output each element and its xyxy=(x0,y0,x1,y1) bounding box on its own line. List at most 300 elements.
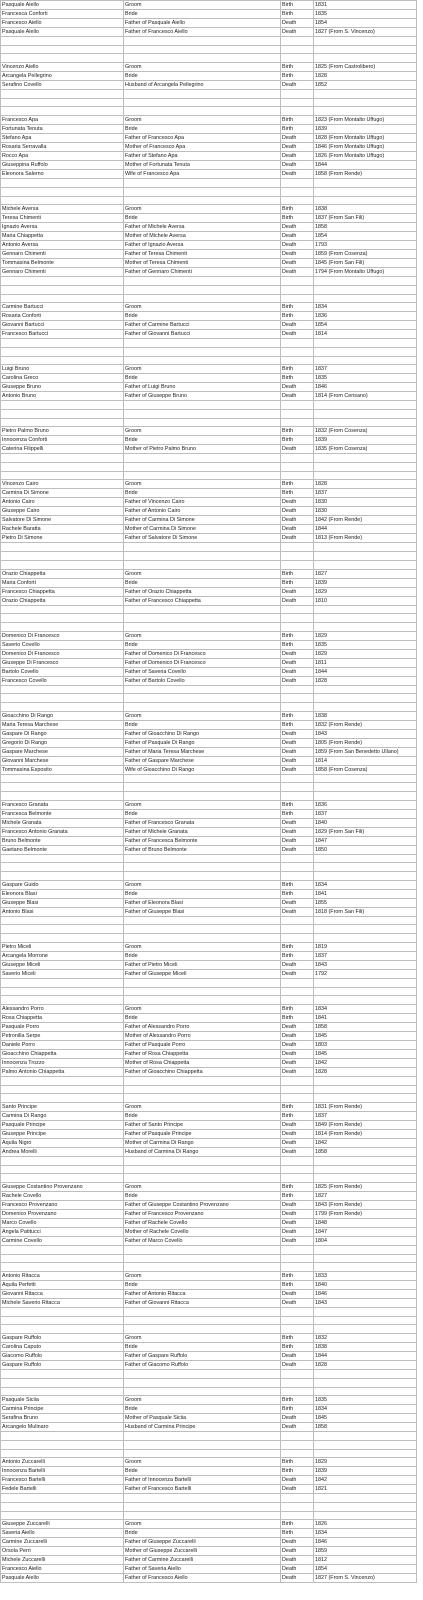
event-cell[interactable] xyxy=(281,1085,314,1094)
name-cell[interactable]: Giovanni Bartucci xyxy=(1,321,124,330)
relation-cell[interactable]: Bride xyxy=(124,1111,281,1120)
date-cell[interactable]: 1804 xyxy=(314,1237,417,1246)
event-cell[interactable] xyxy=(281,196,314,205)
date-cell[interactable]: 1838 xyxy=(314,205,417,214)
date-cell[interactable]: 1810 xyxy=(314,596,417,605)
relation-cell[interactable] xyxy=(124,37,281,46)
relation-cell[interactable]: Groom xyxy=(124,631,281,640)
event-cell[interactable] xyxy=(281,925,314,934)
event-cell[interactable]: Death xyxy=(281,827,314,836)
event-cell[interactable]: Birth xyxy=(281,720,314,729)
relation-cell[interactable]: Father of Carmina Di Simone xyxy=(124,516,281,525)
date-cell[interactable]: 1828 xyxy=(314,1067,417,1076)
name-cell[interactable] xyxy=(1,1449,124,1458)
event-cell[interactable]: Birth xyxy=(281,1004,314,1013)
relation-cell[interactable]: Father of Francesco Bartelli xyxy=(124,1485,281,1494)
name-cell[interactable]: Domenico Di Francesco xyxy=(1,631,124,640)
date-cell[interactable]: 1844 xyxy=(314,161,417,170)
name-cell[interactable] xyxy=(1,1308,124,1317)
name-cell[interactable]: Antonio Blasi xyxy=(1,907,124,916)
name-cell[interactable]: Rachele Covello xyxy=(1,1192,124,1201)
event-cell[interactable]: Death xyxy=(281,525,314,534)
date-cell[interactable]: 1835 xyxy=(314,374,417,383)
name-cell[interactable]: Arcangela Morrone xyxy=(1,951,124,960)
date-cell[interactable] xyxy=(314,1085,417,1094)
date-cell[interactable]: 1814 (From Rende) xyxy=(314,1129,417,1138)
event-cell[interactable]: Birth xyxy=(281,116,314,125)
name-cell[interactable]: Andrea Morelli xyxy=(1,1147,124,1156)
date-cell[interactable]: 1859 (From Cosenza) xyxy=(314,250,417,259)
date-cell[interactable]: 1834 xyxy=(314,1004,417,1013)
date-cell[interactable]: 1828 xyxy=(314,480,417,489)
event-cell[interactable]: Death xyxy=(281,1565,314,1574)
date-cell[interactable] xyxy=(314,471,417,480)
relation-cell[interactable] xyxy=(124,347,281,356)
name-cell[interactable] xyxy=(1,685,124,694)
name-cell[interactable]: Gaspare Guido xyxy=(1,880,124,889)
date-cell[interactable] xyxy=(314,694,417,703)
relation-cell[interactable]: Bride xyxy=(124,578,281,587)
event-cell[interactable] xyxy=(281,996,314,1005)
name-cell[interactable]: Innocenza Trozzo xyxy=(1,1058,124,1067)
name-cell[interactable]: Michele Aversa xyxy=(1,205,124,214)
name-cell[interactable]: Rosaria Conforti xyxy=(1,312,124,321)
name-cell[interactable]: Orazio Chiappetta xyxy=(1,569,124,578)
event-cell[interactable] xyxy=(281,622,314,631)
relation-cell[interactable] xyxy=(124,916,281,925)
name-cell[interactable]: Domenico Di Francesco xyxy=(1,649,124,658)
relation-cell[interactable]: Bride xyxy=(124,1529,281,1538)
date-cell[interactable]: 1833 xyxy=(314,1272,417,1281)
relation-cell[interactable] xyxy=(124,179,281,188)
event-cell[interactable]: Death xyxy=(281,143,314,152)
name-cell[interactable] xyxy=(1,1165,124,1174)
event-cell[interactable] xyxy=(281,987,314,996)
name-cell[interactable] xyxy=(1,1325,124,1334)
name-cell[interactable]: Saverio Covello xyxy=(1,640,124,649)
date-cell[interactable] xyxy=(314,179,417,188)
name-cell[interactable]: Pasquale Aiello xyxy=(1,1,124,10)
event-cell[interactable] xyxy=(281,552,314,561)
name-cell[interactable]: Pietro Di Simone xyxy=(1,534,124,543)
relation-cell[interactable]: Father of Michele Aversa xyxy=(124,223,281,232)
name-cell[interactable]: Giuseppe Miceli xyxy=(1,960,124,969)
name-cell[interactable] xyxy=(1,107,124,116)
relation-cell[interactable]: Father of Pasquale Porro xyxy=(124,1040,281,1049)
name-cell[interactable] xyxy=(1,783,124,792)
relation-cell[interactable] xyxy=(124,1432,281,1441)
date-cell[interactable] xyxy=(314,1076,417,1085)
date-cell[interactable]: 1829 xyxy=(314,1458,417,1467)
event-cell[interactable] xyxy=(281,1076,314,1085)
relation-cell[interactable]: Father of Francesca Belmonte xyxy=(124,836,281,845)
name-cell[interactable]: Francesco Bartelli xyxy=(1,1476,124,1485)
event-cell[interactable] xyxy=(281,1370,314,1379)
date-cell[interactable]: 1829 xyxy=(314,631,417,640)
name-cell[interactable]: Francesco Chiappetta xyxy=(1,587,124,596)
date-cell[interactable]: 1852 xyxy=(314,81,417,90)
name-cell[interactable]: Antonio Ritacca xyxy=(1,1272,124,1281)
event-cell[interactable] xyxy=(281,294,314,303)
name-cell[interactable] xyxy=(1,196,124,205)
name-cell[interactable]: Gaspare Di Rango xyxy=(1,729,124,738)
event-cell[interactable]: Death xyxy=(281,1556,314,1565)
name-cell[interactable] xyxy=(1,410,124,419)
name-cell[interactable]: Francesco Granata xyxy=(1,800,124,809)
date-cell[interactable]: 1847 xyxy=(314,1228,417,1237)
event-cell[interactable]: Death xyxy=(281,1547,314,1556)
relation-cell[interactable]: Father of Luigi Bruno xyxy=(124,383,281,392)
date-cell[interactable]: 1841 xyxy=(314,1013,417,1022)
date-cell[interactable] xyxy=(314,410,417,419)
date-cell[interactable] xyxy=(314,996,417,1005)
name-cell[interactable]: Carmine Covello xyxy=(1,1237,124,1246)
event-cell[interactable]: Death xyxy=(281,1423,314,1432)
event-cell[interactable]: Birth xyxy=(281,631,314,640)
relation-cell[interactable]: Father of Gaspare Ruffolo xyxy=(124,1352,281,1361)
relation-cell[interactable] xyxy=(124,1308,281,1317)
name-cell[interactable] xyxy=(1,1316,124,1325)
event-cell[interactable]: Death xyxy=(281,1538,314,1547)
date-cell[interactable]: 1803 xyxy=(314,1040,417,1049)
event-cell[interactable]: Birth xyxy=(281,889,314,898)
date-cell[interactable] xyxy=(314,1378,417,1387)
date-cell[interactable] xyxy=(314,702,417,711)
relation-cell[interactable]: Mother of Rosa Chiappetta xyxy=(124,1058,281,1067)
event-cell[interactable]: Birth xyxy=(281,427,314,436)
relation-cell[interactable] xyxy=(124,196,281,205)
name-cell[interactable] xyxy=(1,347,124,356)
event-cell[interactable]: Death xyxy=(281,836,314,845)
name-cell[interactable] xyxy=(1,1263,124,1272)
relation-cell[interactable]: Father of Saveria Aiello xyxy=(124,1565,281,1574)
event-cell[interactable]: Birth xyxy=(281,569,314,578)
event-cell[interactable]: Death xyxy=(281,1361,314,1370)
name-cell[interactable] xyxy=(1,978,124,987)
relation-cell[interactable]: Bride xyxy=(124,1281,281,1290)
relation-cell[interactable]: Groom xyxy=(124,1004,281,1013)
event-cell[interactable] xyxy=(281,1325,314,1334)
event-cell[interactable] xyxy=(281,401,314,410)
relation-cell[interactable]: Father of Giuseppe Blasi xyxy=(124,907,281,916)
date-cell[interactable]: 1854 xyxy=(314,232,417,241)
event-cell[interactable] xyxy=(281,543,314,552)
date-cell[interactable]: 1827 xyxy=(314,1192,417,1201)
name-cell[interactable] xyxy=(1,872,124,881)
relation-cell[interactable]: Bride xyxy=(124,72,281,81)
name-cell[interactable]: Francesca Belmonte xyxy=(1,809,124,818)
name-cell[interactable]: Ignazio Aversa xyxy=(1,223,124,232)
relation-cell[interactable] xyxy=(124,978,281,987)
name-cell[interactable]: Rocco Apa xyxy=(1,152,124,161)
name-cell[interactable]: Domenico Provenzano xyxy=(1,1210,124,1219)
name-cell[interactable]: Eleonora Salerno xyxy=(1,170,124,179)
relation-cell[interactable] xyxy=(124,1085,281,1094)
date-cell[interactable] xyxy=(314,614,417,623)
relation-cell[interactable] xyxy=(124,622,281,631)
name-cell[interactable] xyxy=(1,1370,124,1379)
event-cell[interactable] xyxy=(281,418,314,427)
name-cell[interactable]: Michele Granata xyxy=(1,818,124,827)
date-cell[interactable]: 1811 xyxy=(314,658,417,667)
relation-cell[interactable]: Bride xyxy=(124,889,281,898)
date-cell[interactable] xyxy=(314,543,417,552)
name-cell[interactable]: Bartolo Covello xyxy=(1,667,124,676)
event-cell[interactable]: Death xyxy=(281,81,314,90)
relation-cell[interactable]: Groom xyxy=(124,116,281,125)
relation-cell[interactable]: Father of Giuseppe Zuccarelli xyxy=(124,1538,281,1547)
event-cell[interactable]: Death xyxy=(281,1299,314,1308)
date-cell[interactable] xyxy=(314,54,417,63)
date-cell[interactable]: 1837 xyxy=(314,809,417,818)
relation-cell[interactable] xyxy=(124,783,281,792)
name-cell[interactable]: Vincenzo Cairo xyxy=(1,480,124,489)
date-cell[interactable]: 1834 xyxy=(314,880,417,889)
relation-cell[interactable]: Bride xyxy=(124,489,281,498)
relation-cell[interactable] xyxy=(124,1094,281,1103)
relation-cell[interactable] xyxy=(124,418,281,427)
relation-cell[interactable] xyxy=(124,854,281,863)
name-cell[interactable]: Pietro Miceli xyxy=(1,942,124,951)
name-cell[interactable]: Francesca Conforti xyxy=(1,10,124,19)
relation-cell[interactable]: Groom xyxy=(124,800,281,809)
name-cell[interactable]: Alessandro Porro xyxy=(1,1004,124,1013)
date-cell[interactable]: 1842 xyxy=(314,1058,417,1067)
date-cell[interactable] xyxy=(314,37,417,46)
event-cell[interactable]: Death xyxy=(281,1058,314,1067)
event-cell[interactable]: Death xyxy=(281,1049,314,1058)
name-cell[interactable]: Fedele Bartelli xyxy=(1,1485,124,1494)
date-cell[interactable] xyxy=(314,622,417,631)
event-cell[interactable]: Birth xyxy=(281,63,314,72)
event-cell[interactable]: Birth xyxy=(281,72,314,81)
event-cell[interactable]: Death xyxy=(281,1414,314,1423)
relation-cell[interactable]: Mother of Michele Aversa xyxy=(124,232,281,241)
date-cell[interactable] xyxy=(314,978,417,987)
event-cell[interactable]: Death xyxy=(281,1129,314,1138)
relation-cell[interactable]: Mother of Francesco Apa xyxy=(124,143,281,152)
date-cell[interactable]: 1838 xyxy=(314,1343,417,1352)
event-cell[interactable]: Death xyxy=(281,907,314,916)
relation-cell[interactable] xyxy=(124,90,281,99)
relation-cell[interactable] xyxy=(124,1076,281,1085)
relation-cell[interactable] xyxy=(124,107,281,116)
relation-cell[interactable] xyxy=(124,1511,281,1520)
name-cell[interactable]: Santo Principe xyxy=(1,1102,124,1111)
name-cell[interactable]: Eleonora Blasi xyxy=(1,889,124,898)
date-cell[interactable] xyxy=(314,107,417,116)
relation-cell[interactable] xyxy=(124,1246,281,1255)
event-cell[interactable]: Birth xyxy=(281,1458,314,1467)
date-cell[interactable]: 1858 xyxy=(314,1423,417,1432)
date-cell[interactable] xyxy=(314,1494,417,1503)
name-cell[interactable]: Michele Zuccarelli xyxy=(1,1556,124,1565)
date-cell[interactable]: 1839 xyxy=(314,578,417,587)
date-cell[interactable] xyxy=(314,1156,417,1165)
name-cell[interactable]: Giuseppe Blasi xyxy=(1,898,124,907)
event-cell[interactable]: Death xyxy=(281,28,314,37)
date-cell[interactable] xyxy=(314,560,417,569)
date-cell[interactable]: 1825 (From Rende) xyxy=(314,1183,417,1192)
name-cell[interactable]: Maria Conforti xyxy=(1,578,124,587)
event-cell[interactable]: Birth xyxy=(281,436,314,445)
event-cell[interactable] xyxy=(281,1094,314,1103)
relation-cell[interactable]: Groom xyxy=(124,942,281,951)
date-cell[interactable] xyxy=(314,1246,417,1255)
name-cell[interactable]: Pasquale Siciia xyxy=(1,1396,124,1405)
event-cell[interactable] xyxy=(281,863,314,872)
name-cell[interactable]: Pasquale Principe xyxy=(1,1120,124,1129)
date-cell[interactable]: 1858 xyxy=(314,223,417,232)
name-cell[interactable] xyxy=(1,98,124,107)
event-cell[interactable]: Death xyxy=(281,596,314,605)
event-cell[interactable] xyxy=(281,1432,314,1441)
date-cell[interactable] xyxy=(314,1370,417,1379)
date-cell[interactable]: 1828 xyxy=(314,72,417,81)
event-cell[interactable] xyxy=(281,54,314,63)
name-cell[interactable] xyxy=(1,792,124,801)
event-cell[interactable]: Death xyxy=(281,223,314,232)
event-cell[interactable]: Death xyxy=(281,134,314,143)
relation-cell[interactable]: Bride xyxy=(124,640,281,649)
relation-cell[interactable]: Groom xyxy=(124,1,281,10)
name-cell[interactable]: Carmine Bartucci xyxy=(1,303,124,312)
event-cell[interactable]: Birth xyxy=(281,951,314,960)
name-cell[interactable]: Rosa Chiappetta xyxy=(1,1013,124,1022)
relation-cell[interactable]: Father of Stefano Apa xyxy=(124,152,281,161)
date-cell[interactable]: 1832 (From Rende) xyxy=(314,720,417,729)
date-cell[interactable] xyxy=(314,552,417,561)
relation-cell[interactable]: Father of Maria Teresa Marchese xyxy=(124,747,281,756)
date-cell[interactable] xyxy=(314,98,417,107)
event-cell[interactable] xyxy=(281,98,314,107)
date-cell[interactable]: 1828 xyxy=(314,676,417,685)
relation-cell[interactable]: Mother of Teresa Chimenti xyxy=(124,259,281,268)
relation-cell[interactable]: Father of Giovanni Ritacca xyxy=(124,1299,281,1308)
event-cell[interactable] xyxy=(281,90,314,99)
relation-cell[interactable] xyxy=(124,614,281,623)
date-cell[interactable]: 1829 xyxy=(314,649,417,658)
date-cell[interactable]: 1850 xyxy=(314,845,417,854)
date-cell[interactable]: 1814 xyxy=(314,756,417,765)
relation-cell[interactable]: Groom xyxy=(124,1396,281,1405)
date-cell[interactable] xyxy=(314,196,417,205)
relation-cell[interactable]: Father of Giuseppe Miceli xyxy=(124,969,281,978)
date-cell[interactable]: 1845 (From San Fili) xyxy=(314,259,417,268)
relation-cell[interactable]: Bride xyxy=(124,1192,281,1201)
name-cell[interactable]: Giovanni Marchese xyxy=(1,756,124,765)
relation-cell[interactable] xyxy=(124,1254,281,1263)
event-cell[interactable]: Birth xyxy=(281,800,314,809)
name-cell[interactable]: Marco Covello xyxy=(1,1219,124,1228)
date-cell[interactable]: 1835 (From Cosenza) xyxy=(314,445,417,454)
date-cell[interactable] xyxy=(314,90,417,99)
name-cell[interactable] xyxy=(1,294,124,303)
event-cell[interactable]: Death xyxy=(281,845,314,854)
event-cell[interactable] xyxy=(281,1494,314,1503)
event-cell[interactable] xyxy=(281,179,314,188)
event-cell[interactable]: Birth xyxy=(281,480,314,489)
event-cell[interactable]: Birth xyxy=(281,1102,314,1111)
relation-cell[interactable] xyxy=(124,560,281,569)
relation-cell[interactable]: Mother of Alessandro Porro xyxy=(124,1031,281,1040)
date-cell[interactable]: 1837 xyxy=(314,489,417,498)
name-cell[interactable]: Francesco Covello xyxy=(1,676,124,685)
name-cell[interactable]: Giuseppe Bruno xyxy=(1,383,124,392)
name-cell[interactable]: Carmine Zuccarelli xyxy=(1,1538,124,1547)
relation-cell[interactable] xyxy=(124,863,281,872)
date-cell[interactable]: 1832 (From Cosenza) xyxy=(314,427,417,436)
relation-cell[interactable] xyxy=(124,987,281,996)
relation-cell[interactable]: Father of Gioacchino Di Rango xyxy=(124,729,281,738)
date-cell[interactable]: 1845 xyxy=(314,1414,417,1423)
name-cell[interactable]: Tommasina Esposito xyxy=(1,765,124,774)
name-cell[interactable] xyxy=(1,1502,124,1511)
date-cell[interactable]: 1848 xyxy=(314,1219,417,1228)
date-cell[interactable]: 1835 xyxy=(314,640,417,649)
event-cell[interactable]: Death xyxy=(281,1031,314,1040)
date-cell[interactable]: 1821 xyxy=(314,1485,417,1494)
event-cell[interactable]: Death xyxy=(281,170,314,179)
name-cell[interactable]: Carmina Di Simone xyxy=(1,489,124,498)
date-cell[interactable]: 1827 xyxy=(314,569,417,578)
event-cell[interactable] xyxy=(281,1502,314,1511)
date-cell[interactable]: 1844 xyxy=(314,525,417,534)
date-cell[interactable]: 1794 (From Montalto Uffugo) xyxy=(314,268,417,277)
date-cell[interactable] xyxy=(314,1174,417,1183)
name-cell[interactable]: Salvatore Di Simone xyxy=(1,516,124,525)
relation-cell[interactable]: Mother of Rachele Covello xyxy=(124,1228,281,1237)
date-cell[interactable]: 1844 xyxy=(314,667,417,676)
event-cell[interactable]: Death xyxy=(281,241,314,250)
relation-cell[interactable] xyxy=(124,277,281,286)
date-cell[interactable] xyxy=(314,277,417,286)
event-cell[interactable]: Death xyxy=(281,1210,314,1219)
event-cell[interactable] xyxy=(281,1387,314,1396)
event-cell[interactable]: Death xyxy=(281,738,314,747)
relation-cell[interactable] xyxy=(124,1263,281,1272)
event-cell[interactable] xyxy=(281,285,314,294)
date-cell[interactable]: 1834 xyxy=(314,1405,417,1414)
event-cell[interactable]: Death xyxy=(281,649,314,658)
name-cell[interactable] xyxy=(1,543,124,552)
name-cell[interactable] xyxy=(1,1387,124,1396)
relation-cell[interactable] xyxy=(124,1174,281,1183)
relation-cell[interactable]: Father of Marco Covello xyxy=(124,1237,281,1246)
relation-cell[interactable]: Father of Teresa Chimenti xyxy=(124,250,281,259)
name-cell[interactable]: Tommasina Belmonte xyxy=(1,259,124,268)
name-cell[interactable]: Pasquale Porro xyxy=(1,1022,124,1031)
relation-cell[interactable]: Bride xyxy=(124,1405,281,1414)
name-cell[interactable]: Antonio Aversa xyxy=(1,241,124,250)
date-cell[interactable] xyxy=(314,1502,417,1511)
name-cell[interactable]: Giuseppina Ruffolo xyxy=(1,161,124,170)
relation-cell[interactable] xyxy=(124,552,281,561)
name-cell[interactable]: Arcangelo Mulinaro xyxy=(1,1423,124,1432)
date-cell[interactable]: 1830 xyxy=(314,507,417,516)
relation-cell[interactable] xyxy=(124,774,281,783)
event-cell[interactable]: Death xyxy=(281,1228,314,1237)
event-cell[interactable] xyxy=(281,1511,314,1520)
date-cell[interactable]: 1838 xyxy=(314,711,417,720)
event-cell[interactable]: Death xyxy=(281,1022,314,1031)
relation-cell[interactable]: Father of Giuseppe Bruno xyxy=(124,392,281,401)
date-cell[interactable]: 1830 xyxy=(314,498,417,507)
relation-cell[interactable]: Husband of Carmina Principe xyxy=(124,1423,281,1432)
name-cell[interactable]: Carmina Di Rango xyxy=(1,1111,124,1120)
event-cell[interactable]: Death xyxy=(281,161,314,170)
event-cell[interactable] xyxy=(281,107,314,116)
